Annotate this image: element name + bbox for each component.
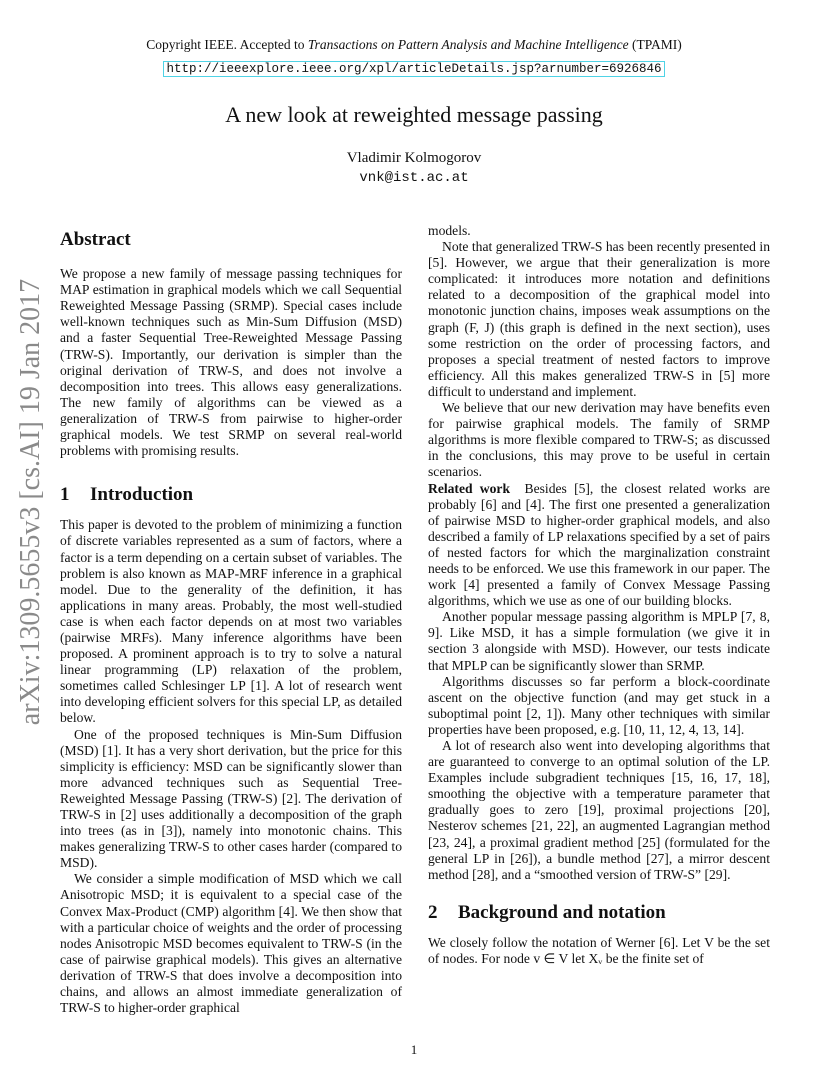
left-column — [60, 229, 402, 1016]
section-2-title: Background and notation — [458, 901, 666, 923]
right-paragraph-continuation: models. — [428, 223, 471, 238]
page-number: 1 — [410, 1042, 418, 1057]
intro-paragraph-1: This paper is devoted to the problem of minimizing a function of discrete variables represented as a sum of factors, where a factor is a term depending on a certain subset of variables. The problem is also known as MAP-MRF inference in a graphical model. Due to the generality of the definition, it has applications in many areas. Probably, the most well-studied case is when each factor depends on at most two variables (pairwise MRFs). Many inference algorithms have been proposed. A prominent approach is to try to solve a natural linear programming (LP) relaxation of the problem, sometimes called Schlesinger LP [1]. A lot of research went into developing efficient solvers for this special LP, as detailed below. — [60, 517, 402, 726]
section-1-heading — [60, 484, 402, 506]
paper-title: A new look at reweighted message passing — [225, 102, 603, 127]
right-paragraph-2: We believe that our new derivation may have benefits even for pairwise graphical models. The family of SRMP algorithms is more flexible compared to TRW-S; as discussed in the conclusions, this may prove to be useful in certain scenarios. — [428, 400, 770, 480]
publisher-link[interactable]: http://ieeexplore.ieee.org/xpl/articleDetails.jsp?arnumber=6926846 — [163, 61, 664, 77]
right-paragraph-6: A lot of research also went into developing algorithms that are guaranteed to converge to an optimal solution of the LP. Examples include subgradient techniques [15, 16, 17, 18], smoothing the objective with a temperature parameter that gradually goes to zero [19], proximal projections [20], Nesterov schemes [21, 22], an augmented Lagrangian method [23, 24], a proximal gradient method [25] (formulated for the general LP in [26]), a bundle method [27], a mirror descent method [28], and a “smoothed version of TRW-S” [29]. — [428, 738, 770, 882]
background-paragraph-1: We closely follow the notation of Werner [6]. Let V be the set of nodes. For node v ∈ V let Xᵥ be the finite set of — [428, 934, 770, 967]
section-1-title: Introduction — [90, 484, 194, 506]
author-name: Vladimir Kolmogorov — [346, 150, 482, 166]
right-paragraph-5: Algorithms discusses so far perform a block-coordinate ascent on the objective function (and may get stuck in a suboptimal point [2, 1]). Many other techniques with similar properties have been proposed, e.g. [10, 11, 12, 4, 13, 14]. — [428, 673, 770, 737]
related-work-text: Besides [5], the closest related works are probably [6] and [4]. The first one presented a generalization of pairwise MSD to higher-order graphical models, and also described a family of LP relaxations specified by a set of pairs of nested factors for which the marginalization constraint needs to be enforced. We use this framework in our paper. The work [4] presented a family of Convex Message Passing algorithms, which we use as one of our building blocks. — [428, 480, 770, 609]
right-column — [428, 223, 770, 967]
intro-paragraph-2: One of the proposed techniques is Min-Sum Diffusion (MSD) [1]. It has a very short derivation, but the price for this simplicity is efficiency: MSD can be significantly slower than more advanced techniques such as Sequential Tree-Reweighted Message Passing (TRW-S) [2]. The derivation of TRW-S in [2] uses additionally a decomposition of the graph into trees (as in [3]), namely into monotonic chains. This makes generalizing TRW-S to other cases harder (compared to MSD). — [60, 726, 402, 871]
abstract-text: We propose a new family of message passing techniques for MAP estimation in graphical models which we call Sequential Reweighted Message Passing (SRMP). Special cases include well-known techniques such as Min-Sum Diffusion (MSD) and a faster Sequential Tree-Reweighted Message Passing (TRW-S). Importantly, our derivation is simpler than the original derivation of TRW-S, and does not involve a decomposition into trees. This allows easy generalizations. The new family of algorithms can be viewed as a generalization of TRW-S from pairwise to higher-order graphical models. We test SRMP on several real-world problems with promising results. — [60, 266, 402, 459]
author-email: vnk@ist.ac.at — [359, 170, 469, 186]
related-work-paragraph — [428, 481, 770, 610]
section-2-number: 2 — [428, 901, 438, 923]
arxiv-sidebar-stamp: arXiv:1309.5655v3 [cs.AI] 19 Jan 2017 — [15, 278, 46, 726]
intro-paragraph-3: We consider a simple modification of MSD which we call Anisotropic MSD; it is equivalent to a special case of the Convex Max-Product (CMP) algorithm [4]. We then show that with a particular choice of weights and the order of processing nodes Anisotropic MSD becomes equivalent to TRW-S (in the case of pairwise graphical models). This gives an alternative derivation of TRW-S that does involve a decomposition into chains, and allows an almost immediate generalization of TRW-S to higher-order graphical — [60, 871, 402, 1016]
section-1-number: 1 — [60, 484, 70, 506]
abstract-heading: Abstract — [60, 229, 131, 250]
copyright-notice: Copyright IEEE. Accepted to Transactions on Pattern Analysis and Machine Intelligence (TPAMI) — [146, 37, 682, 52]
publisher-link-row — [0, 57, 828, 76]
right-paragraph-1: Note that generalized TRW-S has been recently presented in [5]. However, we argue that their generalization is more complicated: it introduces more notation and definitions related to a decomposition of the graphical model into monotonic junction chains, imposes weak assumptions on the graph (F, J) (this graph is defined in the next section), uses some restriction on the order of processing factors, and proposes a special treatment of nested factors to improve efficiency. All this makes generalized TRW-S in [5] more difficult to understand and implement. — [428, 239, 770, 399]
section-2-heading — [428, 901, 770, 923]
related-work-heading: Related work — [428, 480, 511, 496]
right-paragraph-4: Another popular message passing algorithm is MPLP [7, 8, 9]. Like MSD, it has a simple formulation (we give it in section 3 alongside with MSD). However, our tests indicate that MPLP can be significantly slower than SRMP. — [428, 609, 770, 673]
